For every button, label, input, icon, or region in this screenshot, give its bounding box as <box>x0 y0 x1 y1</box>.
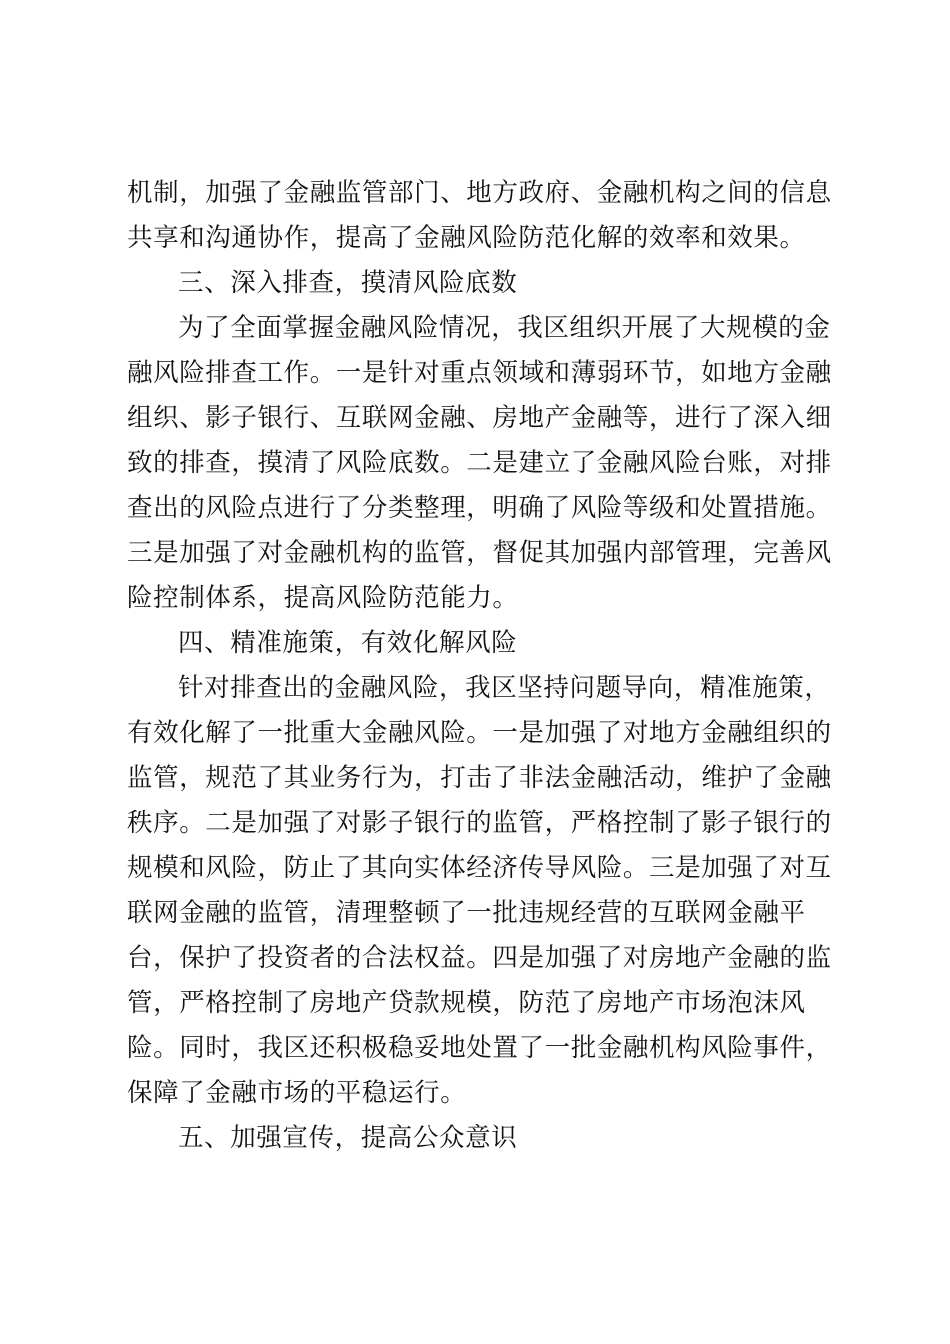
body-text-line: 机制，加强了金融监管部门、地方政府、金融机构之间的信息 <box>127 178 832 208</box>
body-text-line: 险控制体系，提高风险防范能力。 <box>127 583 519 613</box>
body-text-line: 台，保护了投资者的合法权益。四是加强了对房地产金融的监 <box>127 943 832 973</box>
body-text-line: 规模和风险，防止了其向实体经济传导风险。三是加强了对互 <box>127 853 832 883</box>
body-text-line: 组织、影子银行、互联网金融、房地产金融等，进行了深入细 <box>127 403 832 433</box>
body-text-line: 有效化解了一批重大金融风险。一是加强了对地方金融组织的 <box>127 718 832 748</box>
body-text-line: 监管，规范了其业务行为，打击了非法金融活动，维护了金融 <box>127 763 832 793</box>
section-heading-3: 三、深入排查，摸清风险底数 <box>178 268 518 298</box>
body-text-line: 共享和沟通协作，提高了金融风险防范化解的效率和效果。 <box>127 223 806 253</box>
body-text-line: 融风险排查工作。一是针对重点领域和薄弱环节，如地方金融 <box>127 358 832 388</box>
section-heading-4: 四、精准施策，有效化解风险 <box>178 628 518 658</box>
body-text-line: 为了全面掌握金融风险情况，我区组织开展了大规模的金 <box>178 313 831 343</box>
body-text-line: 联网金融的监管，清理整顿了一批违规经营的互联网金融平 <box>127 898 806 928</box>
body-text-line: 查出的风险点进行了分类整理，明确了风险等级和处置措施。 <box>127 493 832 523</box>
body-text-line: 保障了金融市场的平稳运行。 <box>127 1078 467 1108</box>
body-text-line: 险。同时，我区还积极稳妥地处置了一批金融机构风险事件， <box>127 1033 832 1063</box>
body-text-line: 针对排查出的金融风险，我区坚持问题导向，精准施策， <box>178 673 831 703</box>
body-text-line: 秩序。二是加强了对影子银行的监管，严格控制了影子银行的 <box>127 808 832 838</box>
section-heading-5: 五、加强宣传，提高公众意识 <box>178 1123 518 1153</box>
body-text-line: 管，严格控制了房地产贷款规模，防范了房地产市场泡沫风 <box>127 988 806 1018</box>
body-text-line: 三是加强了对金融机构的监管，督促其加强内部管理，完善风 <box>127 538 832 568</box>
body-text-line: 致的排查，摸清了风险底数。二是建立了金融风险台账，对排 <box>127 448 832 478</box>
